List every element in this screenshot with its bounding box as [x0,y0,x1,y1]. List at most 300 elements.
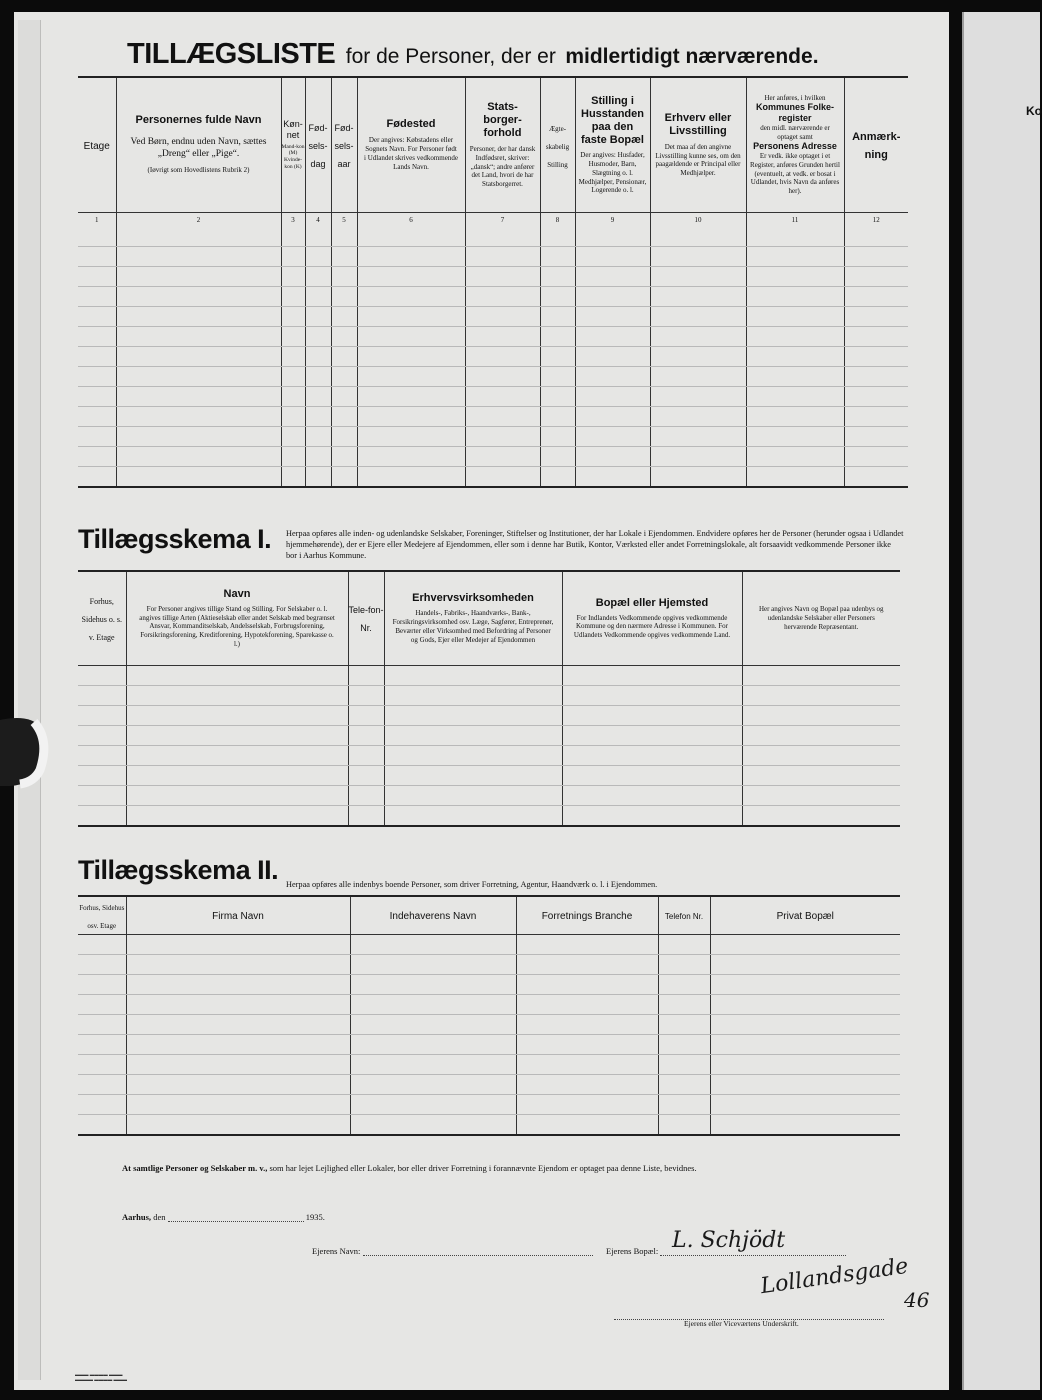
table-cell [78,346,116,366]
table-cell [331,346,357,366]
table-cell [742,665,900,685]
table-row [78,765,900,785]
table-cell [658,1014,710,1034]
table-cell [384,685,562,705]
table-cell [710,1114,900,1135]
table-cell [742,765,900,785]
table-cell [126,974,350,994]
table-cell [331,466,357,487]
table-cell [844,266,908,286]
table-row [78,366,908,386]
table-cell [746,227,844,247]
table-cell [78,306,116,326]
col-stilling: Stilling i Husstanden paa den faste Bopæl Der angives: Husfader, Husmoder, Barn, Slægtning o. l. Medhjælper, Pensionær, Logerende o. l. [575,77,650,212]
signature-caption: Ejerens eller Viceværtens Underskrift. [684,1319,799,1328]
table-cell [281,426,305,446]
table-cell [78,1034,126,1054]
table-cell [78,227,116,247]
table-cell [116,266,281,286]
title-rest: for de Personer, der er [345,45,556,68]
next-page-edge [962,12,1040,1390]
table-cell [281,286,305,306]
table-cell [710,1054,900,1074]
table-cell [281,326,305,346]
table-cell [650,406,746,426]
table-cell [746,426,844,446]
table-cell [650,346,746,366]
table-cell [305,406,331,426]
table-cell [844,306,908,326]
table-cell [116,326,281,346]
table-cell [540,227,575,247]
table-cell [384,665,562,685]
table-cell [350,974,516,994]
table-cell [126,1014,350,1034]
table-cell [540,266,575,286]
table-cell [331,286,357,306]
table-cell [78,785,126,805]
table-cell [116,227,281,247]
skema2-title: Tillægsskema II. [78,855,279,885]
table-cell [844,346,908,366]
table-cell [78,386,116,406]
table-cell [281,406,305,426]
table-cell [348,665,384,685]
table-row [78,227,908,247]
table-cell [650,246,746,266]
table-cell [116,406,281,426]
table-cell [126,745,348,765]
table-cell [281,306,305,326]
table-row [78,426,908,446]
table-cell [357,306,465,326]
table-cell [348,765,384,785]
table-cell [305,286,331,306]
table-row [78,306,908,326]
table-cell [78,246,116,266]
table-cell [126,1114,350,1135]
table-cell [658,1054,710,1074]
table-cell [575,406,650,426]
table-row [78,406,908,426]
table-cell [78,725,126,745]
table-cell [348,685,384,705]
title-bold2: midlertidigt nærværende. [565,45,819,68]
table-cell [357,466,465,487]
col-kommune: Her anføres, i hvilken Kommunes Folke-register den midl. nærværende er optaget samt Personens Adresse Er vedk. ikke optaget i et Register, anføres Grunden hertil (eventuelt, at vedk. er bosat i Udlandet, hvis Navn da anføres her). [746,77,844,212]
s2-col-etage: Forhus, Sidehus osv. Etage [78,896,126,934]
table-cell [116,386,281,406]
table-cell [650,446,746,466]
table-cell [78,1094,126,1114]
table-cell [305,306,331,326]
page-edge-strip [18,20,41,1380]
table-cell [746,386,844,406]
table-cell [348,745,384,765]
table-cell [562,705,742,725]
signature-address: Lollandsgade [758,1253,910,1300]
table-cell [650,286,746,306]
table-cell [562,665,742,685]
table-cell [350,1034,516,1054]
table-cell [116,466,281,487]
s2-col-bopael: Privat Bopæl [710,896,900,934]
table-cell [540,406,575,426]
table-cell [331,426,357,446]
table-cell [126,934,350,954]
col-erhverv: Erhverv eller Livsstilling Det maa af den angivne Livsstilling kunne ses, om den paagældende er Principal eller Medhjælper. [650,77,746,212]
table-cell [78,745,126,765]
table-cell [746,246,844,266]
table-cell [384,765,562,785]
table-cell [540,346,575,366]
table-cell [516,934,658,954]
table-cell [305,227,331,247]
table-cell [348,785,384,805]
table-row [78,725,900,745]
table-cell [281,446,305,466]
table-cell [650,326,746,346]
table-cell [331,366,357,386]
table-cell [350,994,516,1014]
table-row [78,665,900,685]
tillaegsskema2-table [78,895,900,1136]
table-cell [331,446,357,466]
table-cell [331,246,357,266]
table-cell [78,705,126,725]
table-cell [78,426,116,446]
table-cell [126,785,348,805]
table-cell [116,366,281,386]
table-cell [540,366,575,386]
skema1-title: Tillægsskema I. [78,524,272,554]
table-cell [465,326,540,346]
table-row [78,246,908,266]
table-cell [116,286,281,306]
table-cell [575,386,650,406]
table-cell [540,246,575,266]
table-cell [116,306,281,326]
table-cell [116,346,281,366]
table-cell [710,974,900,994]
table-cell [650,306,746,326]
table-cell [465,227,540,247]
table-cell [357,386,465,406]
table-cell [126,765,348,785]
table-cell [540,386,575,406]
table-cell [350,1054,516,1074]
table-cell [78,446,116,466]
s1-col-navn: Navn For Personer angives tillige Stand og Stilling. For Selskaber o. l. angives tillige Arten (Aktieselskab eller andet Selskab med begrænset Ansvar, Kommanditselskab, Andelsselskab, Forbrugsforening, Forsikringsforening, Kreditforening, Hypotekforening, Sparekasse o. l.) [126,571,348,665]
table-cell [575,266,650,286]
table-row [78,286,908,306]
table-cell [562,725,742,745]
table-cell [575,227,650,247]
table-cell [78,406,116,426]
table-cell [710,1034,900,1054]
table-cell [350,954,516,974]
table-cell [710,994,900,1014]
table-cell [357,266,465,286]
table-cell [465,266,540,286]
col-navn: Personernes fulde Navn Ved Børn, endnu uden Navn, sættes „Dreng“ eller „Pige“. (Iøvrigt som Hovedlistens Rubrik 2) [116,77,281,212]
table-cell [305,366,331,386]
table-cell [116,446,281,466]
table-cell [78,934,126,954]
table-row [78,685,900,705]
table-cell [844,286,908,306]
table-cell [516,1034,658,1054]
table-cell [331,406,357,426]
table-cell [575,286,650,306]
table-row [78,346,908,366]
table-cell [746,326,844,346]
table-cell [78,805,126,826]
table-cell [746,466,844,487]
table-cell [658,934,710,954]
table-cell [575,366,650,386]
table-cell [78,994,126,1014]
table-row [78,785,900,805]
table-cell [844,386,908,406]
table-cell [746,306,844,326]
tillaegsskema1-table [78,570,900,827]
table-cell [281,227,305,247]
table-cell [465,246,540,266]
table-row [78,994,900,1014]
table-cell [348,725,384,745]
printer-mark: ▬▬▬ ▬▬▬▬ ▬▬▬ ▬▬▬▬ ▬▬▬▬ ▬▬▬ [75,1372,128,1383]
table-cell [516,1094,658,1114]
signature-number: 46 [904,1288,930,1312]
table-cell [746,366,844,386]
col-anmaerkning: Anmærk-ning [844,77,908,212]
table-cell [281,346,305,366]
owner-name-line: Ejerens Navn: [312,1246,593,1256]
tillaegsliste-table [78,76,908,488]
s1-col-bopael: Bopæl eller Hjemsted For Indlandets Vedkommende opgives vedkommende Kommune og den nærmere Adresse i Kommunen. For Udlandets Vedkommende opgives vedkommende Land. [562,571,742,665]
table-cell [126,954,350,974]
table-cell [844,227,908,247]
table-cell [126,1054,350,1074]
col-statsborger: Stats-borger-forhold Personer, der har dansk Indfødsret, skriver: „dansk“; andre anfører det Land, hvori de har Statsborgerret. [465,77,540,212]
table-cell [742,685,900,705]
table-cell [281,246,305,266]
table-row [78,1114,900,1135]
table-cell [575,326,650,346]
table-cell [742,725,900,745]
table-row [78,745,900,765]
table-cell [742,785,900,805]
table-row [78,934,900,954]
table-cell [78,1014,126,1034]
table-cell [350,934,516,954]
table-cell [305,326,331,346]
table-cell [331,227,357,247]
form-title [127,38,819,71]
table-cell [116,246,281,266]
table-cell [540,446,575,466]
table-row [78,1014,900,1034]
table-cell [281,266,305,286]
table-cell [384,705,562,725]
skema1-description: Herpaa opføres alle inden- og udenlandske Selskaber, Foreninger, Stiftelser og Institutioner, der har Lokale i Ejendommen. Endvidere opføres her de Personer (herunder ogsaa i Udlandet hjemmehørende), der er Ejere eller Medejere af Ejendommen, eller som i denne har Butik, Kontor, Værksted eller andet Forretningslokale, alt forsaavidt vedkommende Personer ikke bor i Aarhus Kommune. [286,529,904,561]
table-cell [357,426,465,446]
table-cell [78,1074,126,1094]
table-cell [357,246,465,266]
table-cell [562,745,742,765]
s1-col-telefon: Tele-fon-Nr. [348,571,384,665]
table-cell [78,665,126,685]
table-cell [126,1094,350,1114]
s2-col-telefon: Telefon Nr. [658,896,710,934]
table-cell [305,246,331,266]
table-cell [540,286,575,306]
table-cell [126,805,348,826]
s2-col-branche: Forretnings Branche [516,896,658,934]
table-cell [540,466,575,487]
table-cell [78,326,116,346]
table-cell [350,1114,516,1135]
table-cell [746,406,844,426]
table-cell [465,386,540,406]
table-cell [126,725,348,745]
table-cell [562,765,742,785]
table-cell [658,1074,710,1094]
table-cell [348,805,384,826]
table-row [78,1094,900,1114]
table-cell [650,366,746,386]
table-cell [78,954,126,974]
table-cell [658,1114,710,1135]
table-cell [126,1034,350,1054]
table-cell [516,1074,658,1094]
table-row [78,1034,900,1054]
table-cell [844,446,908,466]
table-cell [710,1014,900,1034]
table-row [78,386,908,406]
table-cell [465,306,540,326]
next-page-fragment: Ko [1026,104,1042,118]
table-cell [844,406,908,426]
table-cell [465,366,540,386]
binder-clip-icon [0,712,52,790]
table-cell [562,685,742,705]
table-cell [575,466,650,487]
table-cell [384,745,562,765]
table-cell [465,346,540,366]
table-cell [575,346,650,366]
table-row [78,974,900,994]
table-cell [844,246,908,266]
table-cell [357,326,465,346]
s1-col-etage: Forhus, Sidehus o. s. v. Etage [78,571,126,665]
table-cell [350,1074,516,1094]
table-cell [746,446,844,466]
table-cell [465,286,540,306]
table-cell [78,286,116,306]
table-cell [126,665,348,685]
s1-col-erhverv: Erhvervsvirksomheden Handels-, Fabriks-, Haandværks-, Bank-, Forsikringsvirksomhed osv. Læge, Sagfører, Entreprenør, Beværter eller Virksomhed med Befordring af Personer og Gods, Ejer eller Medejer af Ejendommen [384,571,562,665]
s2-col-firma: Firma Navn [126,896,350,934]
table-cell [658,1034,710,1054]
col-foedselsaar: Fød-sels-aar [331,77,357,212]
table-cell [575,246,650,266]
table-cell [650,227,746,247]
table-cell [305,466,331,487]
table-cell [78,685,126,705]
table-row [78,446,908,466]
table-cell [305,386,331,406]
table-row [78,805,900,826]
table-row [78,1054,900,1074]
table-cell [844,326,908,346]
table-cell [516,1114,658,1135]
table-cell [331,306,357,326]
table-cell [384,805,562,826]
table-cell [126,994,350,1014]
table-cell [742,745,900,765]
table-cell [540,326,575,346]
table-cell [658,974,710,994]
s2-col-indehaver: Indehaverens Navn [350,896,516,934]
table-cell [348,705,384,725]
table-cell [305,346,331,366]
table-cell [465,426,540,446]
date-line: Aarhus, den 1935. [122,1212,325,1222]
table-cell [650,266,746,286]
table-cell [305,446,331,466]
table-cell [384,725,562,745]
table-row [78,1074,900,1094]
table-row [78,954,900,974]
table-cell [126,685,348,705]
table-cell [357,446,465,466]
col-etage: Etage [78,77,116,212]
table-cell [658,954,710,974]
table-cell [742,805,900,826]
table-cell [465,466,540,487]
skema2-description: Herpaa opføres alle indenbys boende Personer, som driver Forretning, Agentur, Haandværk o. l. i Ejendommen. [286,880,658,889]
table-cell [357,406,465,426]
table-cell [116,426,281,446]
table-cell [331,326,357,346]
table-row [78,326,908,346]
table-cell [540,306,575,326]
declaration: At samtlige Personer og Selskaber m. v., som har lejet Lejlighed eller Lokaler, bor eller driver Forretning i forannævnte Ejendom er optaget paa denne Liste, bevidnes. [122,1163,697,1173]
col-koen: Køn-net Mand-kon (M) Kvinde-kon (K) [281,77,305,212]
table-cell [305,266,331,286]
table-cell [844,426,908,446]
signature-name: L. Schjödt [672,1228,786,1253]
table-cell [710,934,900,954]
table-cell [516,954,658,974]
table-row [78,266,908,286]
table-cell [650,426,746,446]
title-bold: TILLÆGSLISTE [127,38,336,70]
table-cell [710,954,900,974]
owner-address-line: Ejerens Bopæl: [606,1246,846,1256]
s1-col-repraesentant: Her angives Navn og Bopæl paa udenbys og udenlandske Selskaber eller Personers herværende Repræsentant. [742,571,900,665]
table-cell [575,306,650,326]
table-row [78,705,900,725]
table-cell [540,426,575,446]
table-cell [575,426,650,446]
col-foedselsdag: Fød-sels-dag [305,77,331,212]
table-cell [331,386,357,406]
table-cell [281,386,305,406]
table-cell [658,1094,710,1114]
